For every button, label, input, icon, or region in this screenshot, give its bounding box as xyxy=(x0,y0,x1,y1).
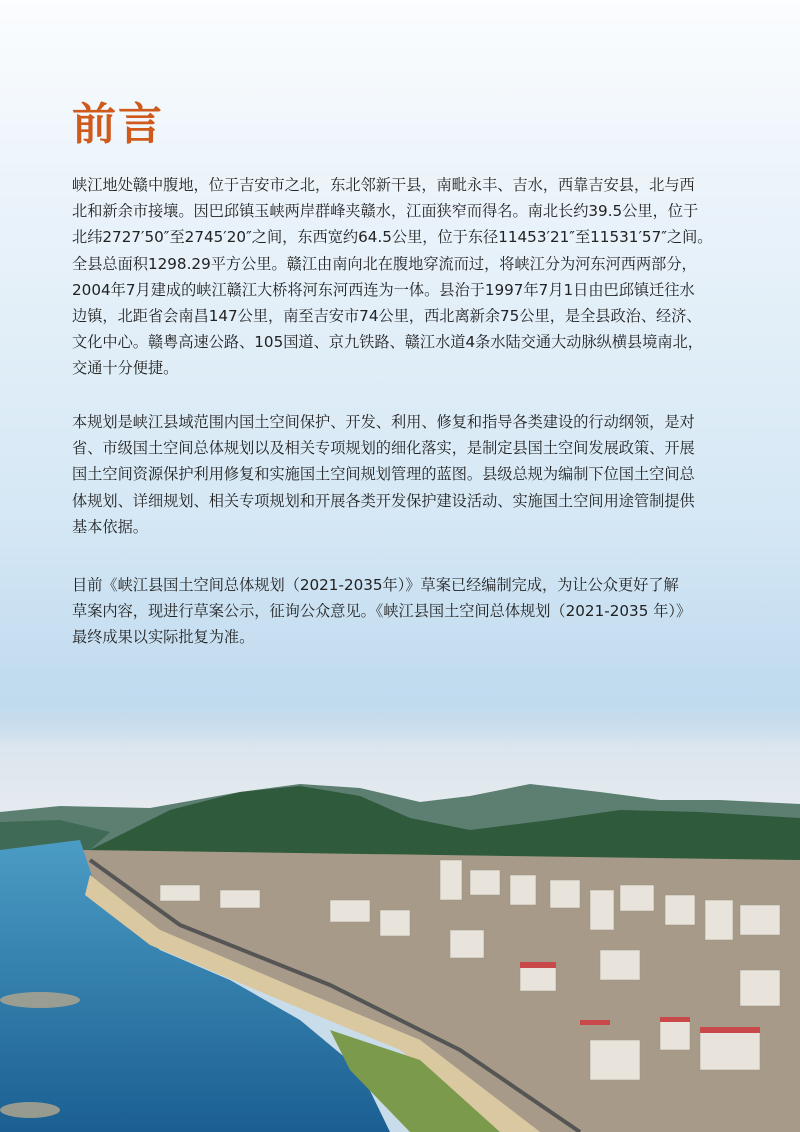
page-title: 前言 xyxy=(72,99,164,150)
text-line: 北和新余市接壤。因巴邱镇玉峡两岸群峰夹赣水，江面狭窄而得名。南北长约39.5公里，位于 xyxy=(72,202,699,221)
text-line: 边镇，北距省会南昌147公里，南至吉安市74公里，西北离新余75公里，是全县政治、经济、 xyxy=(72,307,702,326)
text-line: 2004年7月建成的峡江赣江大桥将河东河西连为一体。县治于1997年7月1日由巴邱镇迁往水 xyxy=(72,280,695,299)
text-line: 北纬2727′50″至2745′20″之间，东西宽约64.5公里，位于东径11453′21″至11531′57″之间。 xyxy=(72,228,713,247)
text-line: 基本依据。 xyxy=(72,517,148,536)
text-line: 最终成果以实际批复为准。 xyxy=(72,628,255,647)
text-line: 草案内容，现进行草案公示，征询公众意见。《峡江县国土空间总体规划（2021-2035 年）》 xyxy=(72,602,692,621)
text-line: 省、市级国土空间总体规划以及相关专项规划的细化落实，是制定县国土空间发展政策、开展 xyxy=(72,439,695,458)
text-line: 国土空间资源保护利用修复和实施国土空间规划管理的蓝图。县级总规为编制下位国土空间总 xyxy=(72,465,695,484)
paragraph-notice xyxy=(72,572,742,651)
text-line: 交通十分便捷。 xyxy=(72,359,179,378)
text-line: 体规划、详细规划、相关专项规划和开展各类开发保护建设活动、实施国土空间用途管制提供 xyxy=(72,491,695,510)
text-line: 目前《峡江县国土空间总体规划（2021-2035年）》草案已经编制完成，为让公众更好了解 xyxy=(72,576,679,594)
aerial-city-photo xyxy=(0,700,800,1132)
text-line: 文化中心。赣粤高速公路、105国道、京九铁路、赣江水道4条水陆交通大动脉纵横县境南北， xyxy=(72,333,703,352)
paragraph-location xyxy=(72,172,742,382)
text-line: 本规划是峡江县域范围内国土空间保护、开发、利用、修复和指导各类建设的行动纲领，是对 xyxy=(72,413,695,431)
paragraph-purpose xyxy=(72,409,742,540)
text-line: 全县总面积1298.29平方公里。赣江由南向北在腹地穿流而过，将峡江分为河东河西两部分， xyxy=(72,254,697,273)
text-line: 峡江地处赣中腹地，位于吉安市之北，东北邻新干县，南毗永丰、吉水，西靠吉安县，北与西 xyxy=(72,176,695,194)
